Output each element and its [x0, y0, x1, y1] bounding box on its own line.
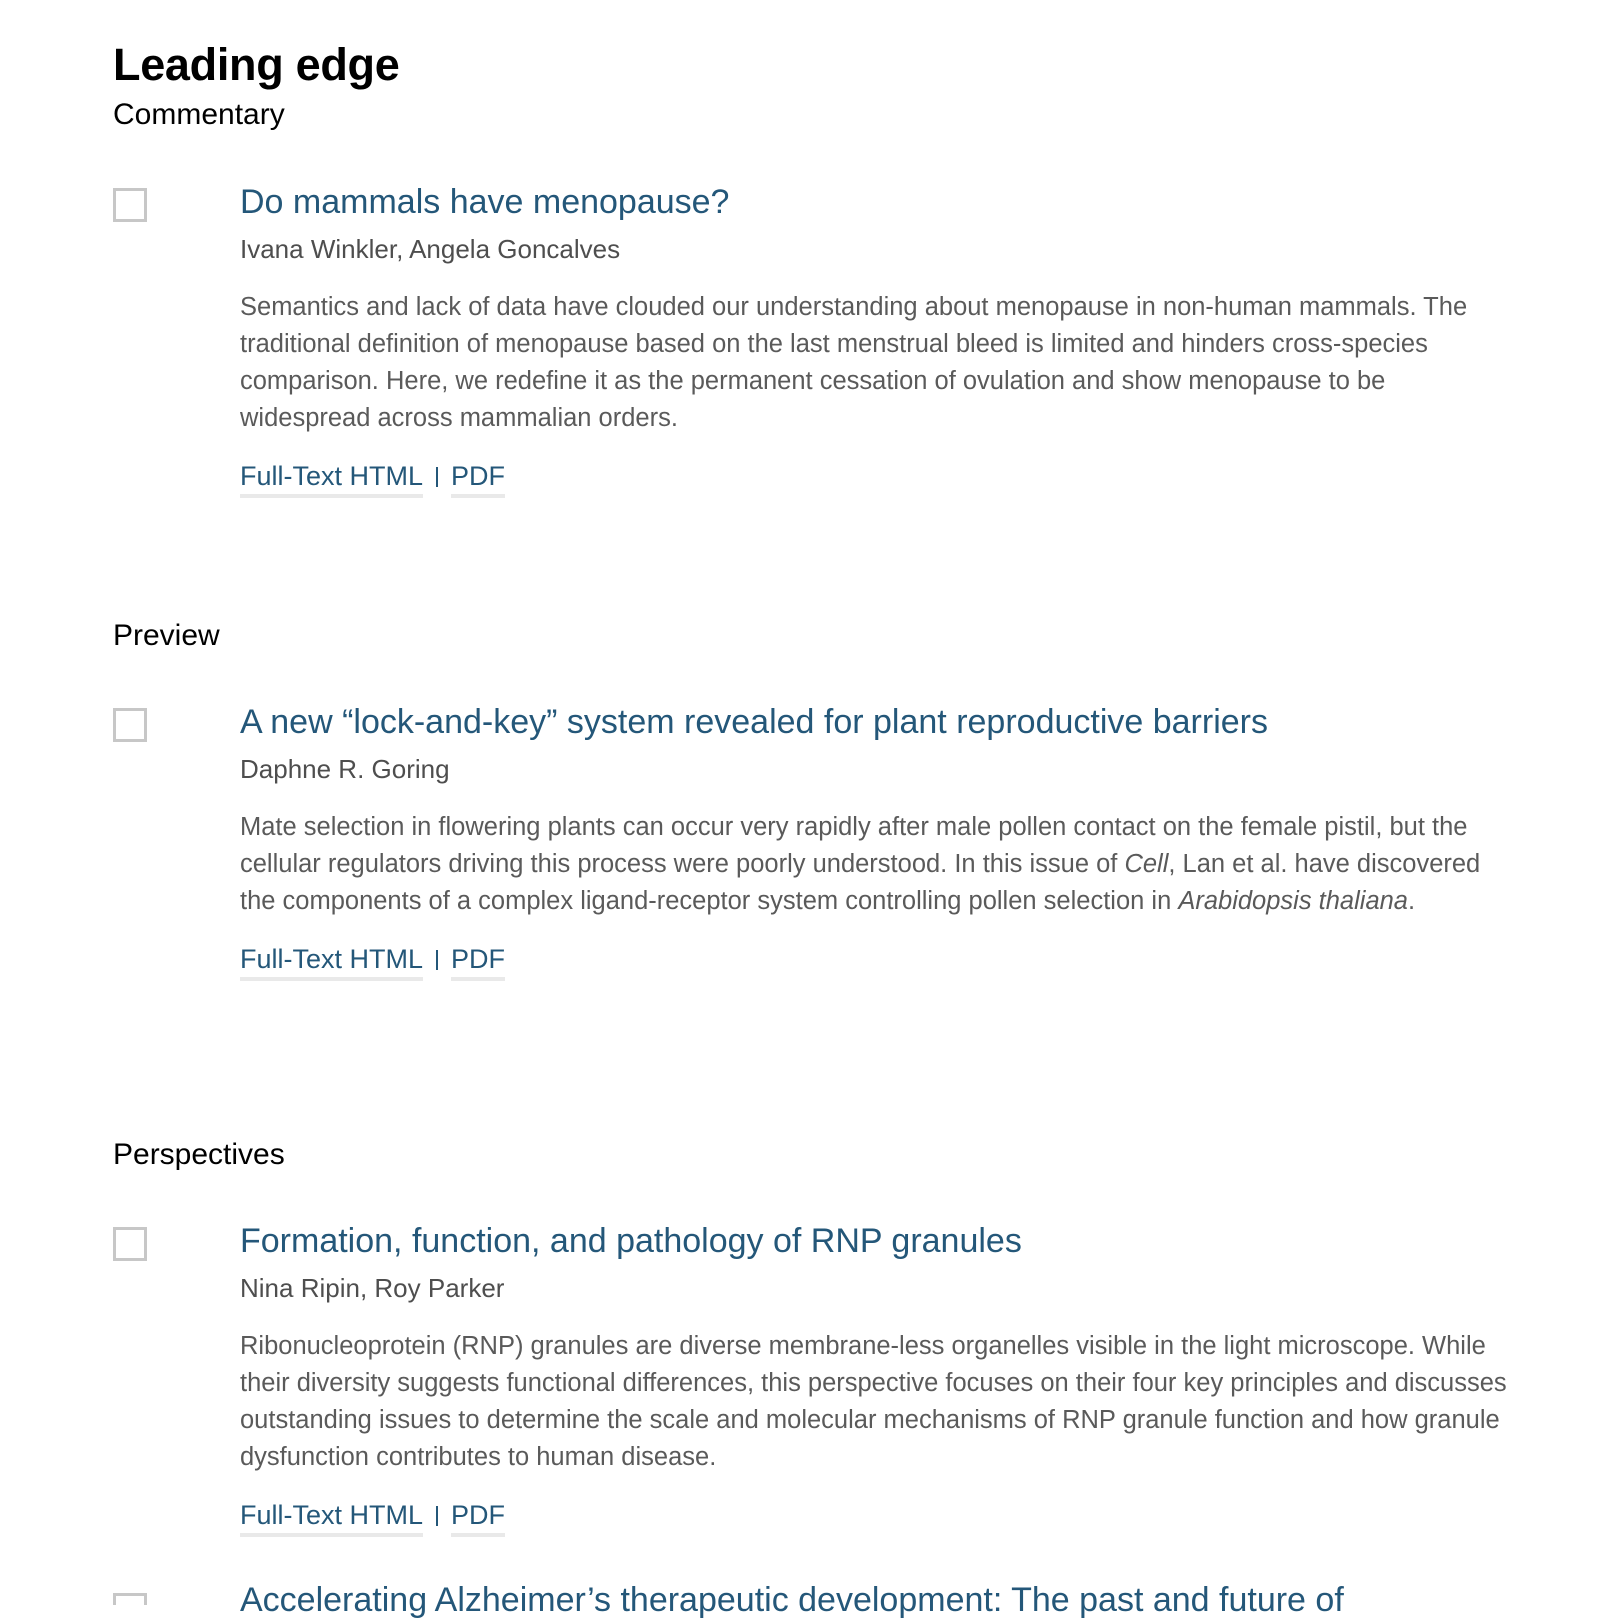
subsection-perspectives: Perspectives [113, 1138, 285, 1171]
article-abstract: Ribonucleoprotein (RNP) granules are diverse membrane-less organelles visible in the light microscope. While their diversity suggests functional differences, this perspective focuses on their four key principles and discusses outstanding issues to determine the scale and molecular mechanisms of RNP granule function and how granule dysfunction contributes to human disease. [240, 1332, 1507, 1471]
article-authors: Daphne R. Goring [240, 754, 450, 784]
abstract-text: Mate selection in flowering plants can occur very rapidly after male pollen contact on the female pistil, but the cellular regulators driving this process were poorly understood. In this issue of [240, 813, 1468, 878]
abstract-text: . [1408, 887, 1416, 915]
article-abstract [240, 809, 1510, 920]
full-text-html-link[interactable]: Full-Text HTML [240, 942, 423, 981]
article-content [240, 1219, 1510, 1538]
article-abstract: Semantics and lack of data have clouded our understanding about menopause in non-human mammals. The traditional definition of menopause based on the last menstrual bleed is limited and hinders cross-species comparison. Here, we redefine it as the permanent cessation of ovulation and show menopause to be widespread across mammalian orders. [240, 293, 1468, 432]
select-article-checkbox[interactable] [113, 708, 147, 742]
abstract-italic-species: Arabidopsis thaliana [1178, 887, 1408, 915]
select-article-checkbox[interactable] [113, 1227, 147, 1261]
article-title-link[interactable]: Do mammals have menopause? [240, 183, 730, 221]
article-title-link[interactable]: Formation, function, and pathology of RNP granules [240, 1222, 1022, 1260]
pdf-link[interactable]: PDF [451, 1498, 505, 1537]
article-authors: Ivana Winkler, Angela Goncalves [240, 234, 621, 264]
subsection-commentary: Commentary [113, 98, 285, 131]
article-links [240, 1498, 1510, 1538]
pdf-link[interactable]: PDF [451, 942, 505, 981]
article-links [240, 942, 1510, 982]
abstract-text: , Lan et al. have discovered the components of a complex ligand-receptor system controlling pollen selection in [240, 850, 1481, 915]
article-links [240, 459, 1510, 499]
link-separator [436, 467, 438, 487]
article-authors: Nina Ripin, Roy Parker [240, 1273, 505, 1303]
article-content [240, 700, 1510, 982]
select-article-checkbox[interactable] [113, 188, 147, 222]
article-title-link[interactable]: A new “lock-and-key” system revealed for plant reproductive barriers [240, 703, 1268, 741]
link-separator [436, 1506, 438, 1526]
next-article-title-link[interactable]: Accelerating Alzheimer’s therapeutic development: The past and future of [240, 1581, 1344, 1619]
pdf-link[interactable]: PDF [451, 459, 505, 498]
abstract-italic-cell: Cell [1124, 850, 1169, 878]
section-heading: Leading edge [113, 39, 400, 90]
subsection-preview: Preview [113, 619, 220, 652]
article-content [240, 180, 1510, 499]
full-text-html-link[interactable]: Full-Text HTML [240, 1498, 423, 1537]
select-article-checkbox-partial[interactable] [113, 1593, 147, 1605]
link-separator [436, 950, 438, 970]
full-text-html-link[interactable]: Full-Text HTML [240, 459, 423, 498]
